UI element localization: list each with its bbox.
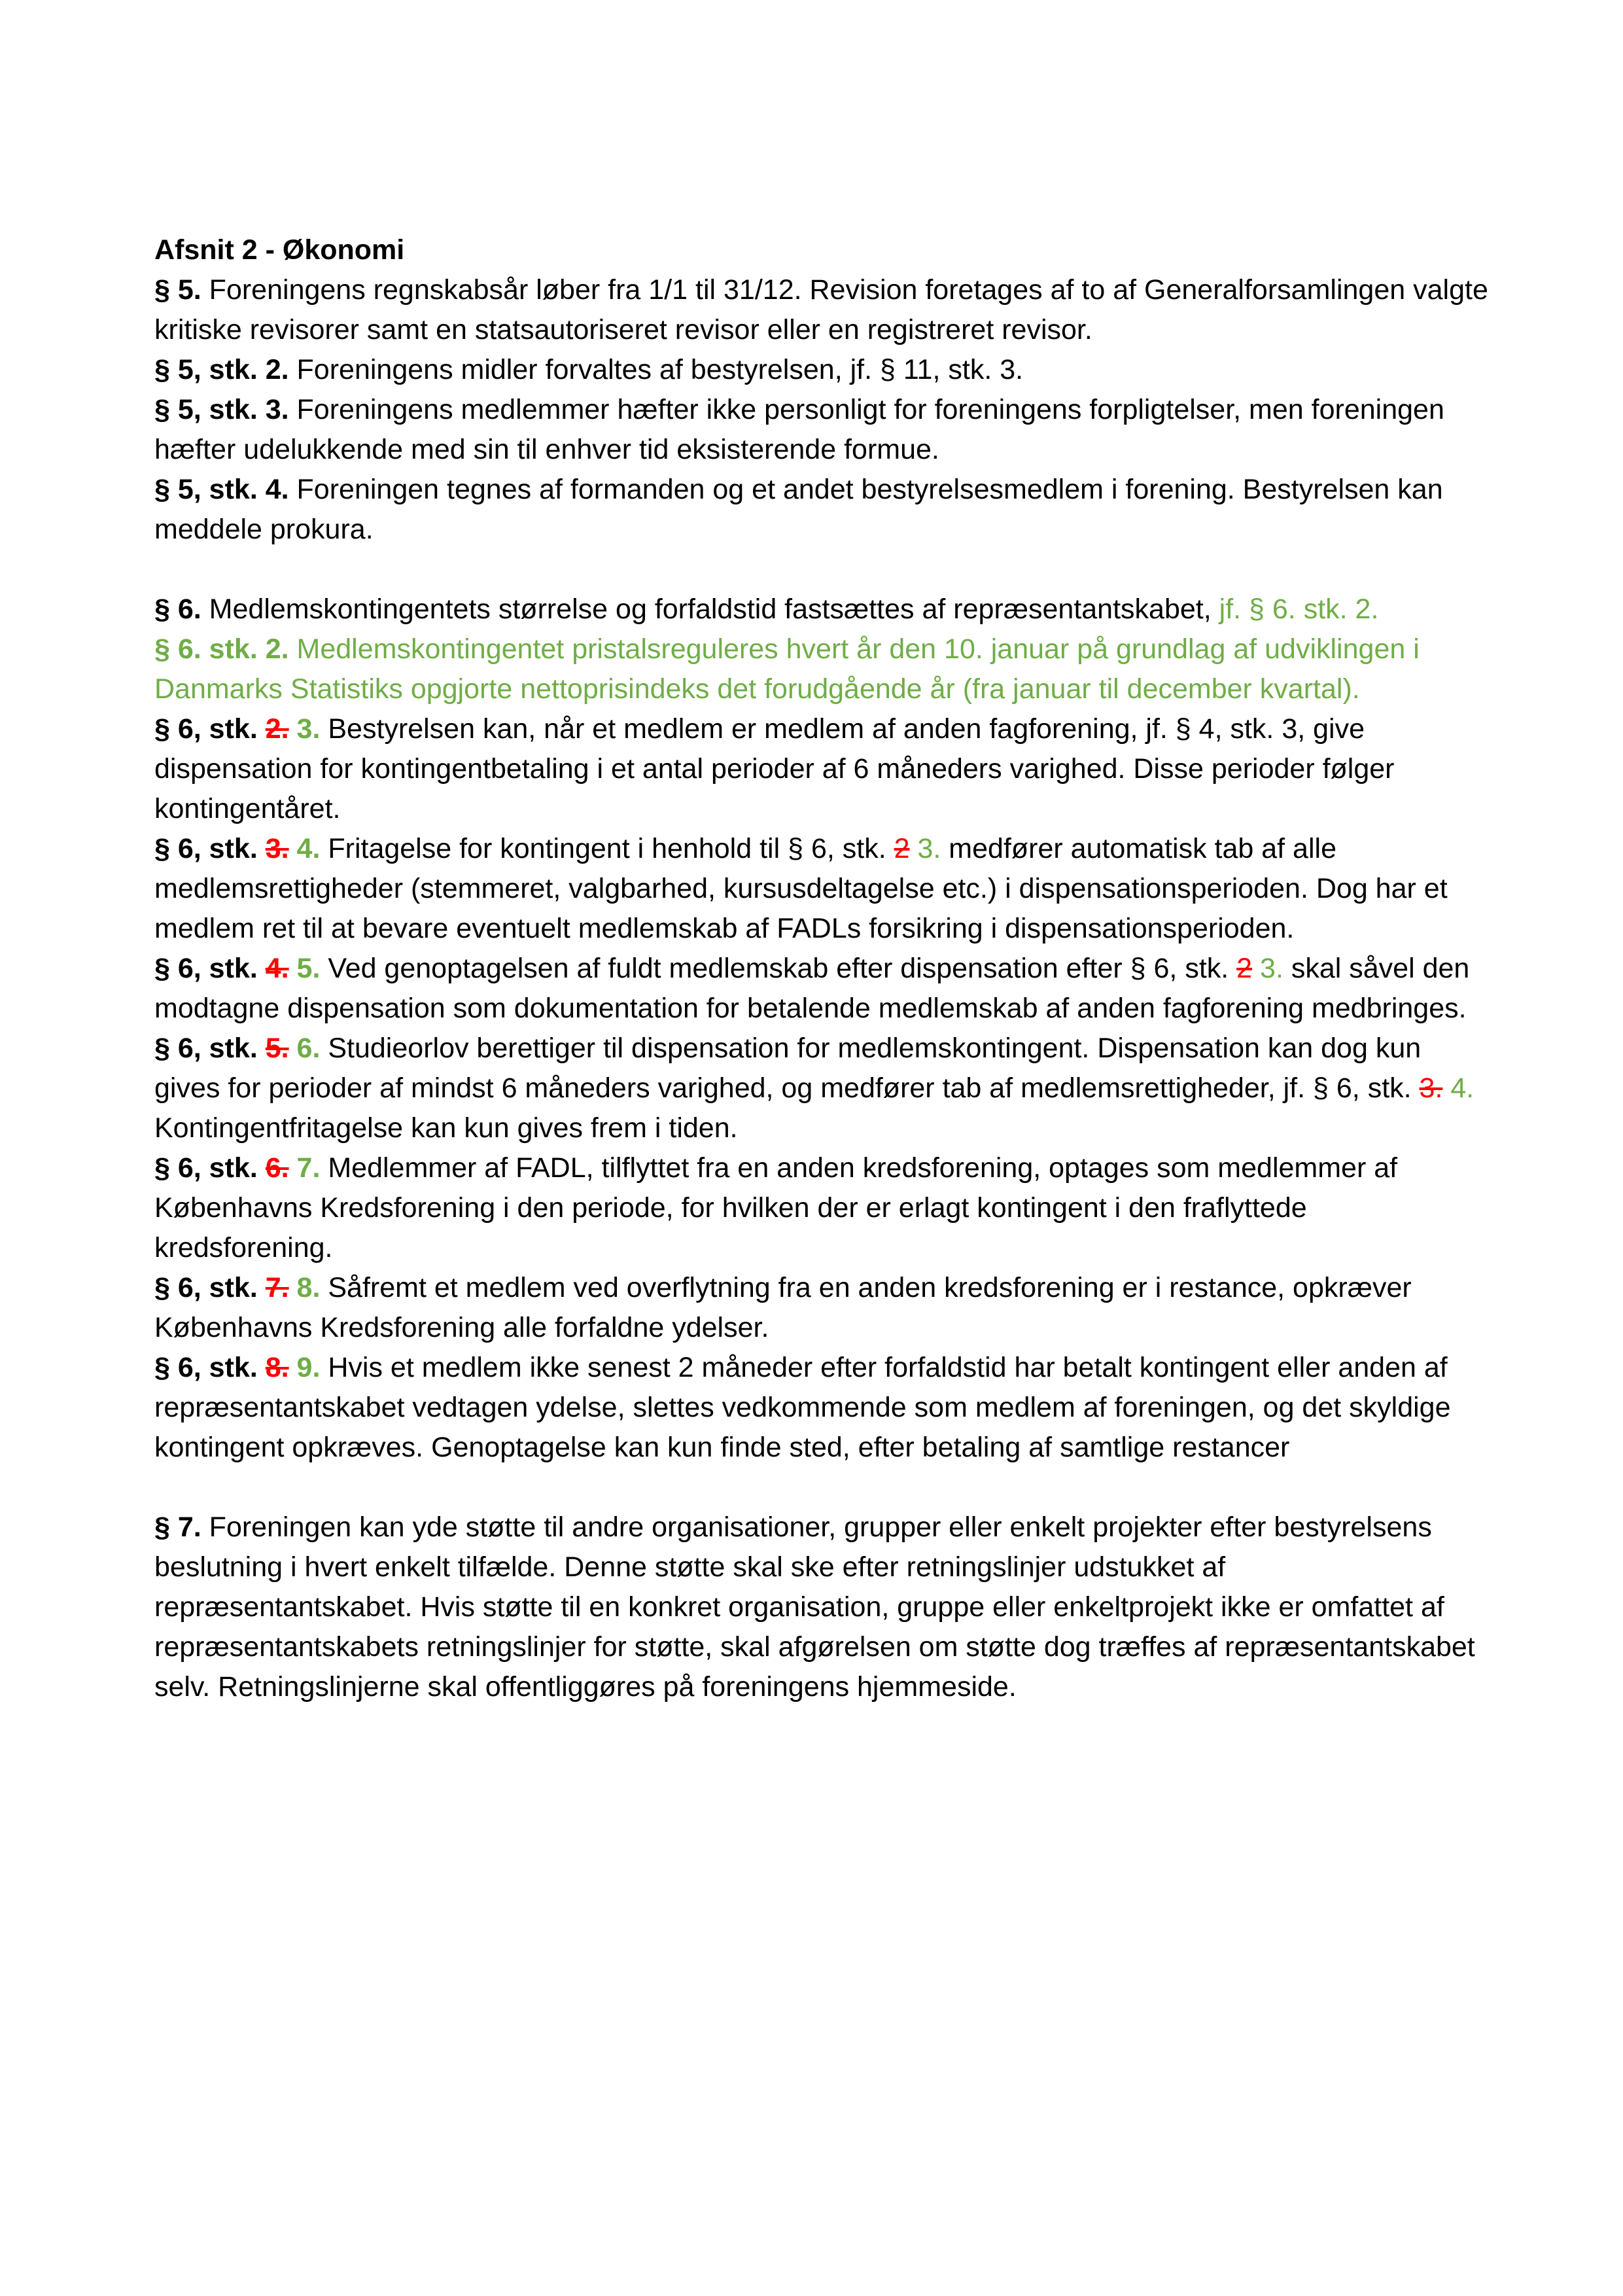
section-heading: Afsnit 2 - Økonomi bbox=[154, 234, 405, 266]
inserted-number: 9. bbox=[288, 1352, 321, 1383]
paragraph-6 bbox=[154, 590, 1489, 629]
paragraph-6-stk-7 bbox=[154, 1148, 1489, 1268]
paragraph-label: § 6, stk. bbox=[154, 1272, 266, 1303]
deleted-number: 2. bbox=[265, 713, 289, 745]
paragraph-text: skal såvel den modtagne dispensation som dokumentation for betalende medlemskab af anden fagforening medbringes. bbox=[154, 953, 1470, 1024]
paragraph-text: Foreningen tegnes af formanden og et andet bestyrelsesmedlem i forening. Bestyrelsen kan meddele prokura. bbox=[154, 474, 1443, 545]
paragraph-text: Fritagelse for kontingent i henhold til § 6, stk. bbox=[320, 833, 894, 864]
paragraph-text: Foreningens medlemmer hæfter ikke personligt for foreningens forpligtelser, men foreningen hæfter udelukkende med sin til enhver tid eksisterende formue. bbox=[154, 394, 1444, 465]
inserted-number: 3. bbox=[288, 713, 321, 745]
paragraph-text: Foreningens midler forvaltes af bestyrelsen, jf. § 11, stk. 3. bbox=[288, 354, 1024, 385]
paragraph-spacer bbox=[154, 550, 1489, 590]
paragraph-6-stk-9 bbox=[154, 1348, 1489, 1468]
deleted-number: 6. bbox=[265, 1152, 289, 1184]
paragraph-label: § 6, stk. bbox=[154, 833, 266, 864]
paragraph-label: § 5, stk. 4. bbox=[154, 474, 289, 505]
paragraph-6-stk-2 bbox=[154, 629, 1489, 709]
paragraph-text: medfører automatisk tab af alle medlemsrettigheder (stemmeret, valgbarhed, kursusdeltagelse etc.) i dispensationsperioden. Dog har et medlem ret til at bevare eventuelt medlemskab af FADLs forsikring i dispensationsperioden. bbox=[154, 833, 1448, 944]
deleted-reference: 2 bbox=[1236, 953, 1253, 984]
paragraph-label: § 6, stk. bbox=[154, 953, 266, 984]
document-page bbox=[154, 230, 1489, 1707]
paragraph-text: Kontingentfritagelse kan kun gives frem i tiden. bbox=[154, 1112, 738, 1144]
paragraph-6-stk-4 bbox=[154, 829, 1489, 949]
paragraph-5-stk-2 bbox=[154, 350, 1489, 390]
paragraph-5-stk-4 bbox=[154, 470, 1489, 550]
paragraph-spacer bbox=[154, 1468, 1489, 1508]
paragraph-label: § 7. bbox=[154, 1511, 201, 1543]
paragraph-5 bbox=[154, 270, 1489, 350]
paragraph-label: § 5, stk. 3. bbox=[154, 394, 289, 425]
inserted-number: 5. bbox=[288, 953, 321, 984]
paragraph-5-stk-3 bbox=[154, 390, 1489, 470]
paragraph-text: Hvis et medlem ikke senest 2 måneder efter forfaldstid har betalt kontingent eller anden af repræsentantskabet vedtagen ydelse, slettes vedkommende som medlem af foreningen, og det skyldige kontingent opkræves. Genoptagelse kan kun finde sted, efter betaling af samtlige restancer bbox=[154, 1352, 1451, 1463]
inserted-text: jf. § 6. stk. 2. bbox=[1219, 593, 1379, 625]
deleted-number: 7. bbox=[265, 1272, 289, 1303]
paragraph-text: Såfremt et medlem ved overflytning fra en anden kredsforening er i restance, opkræver Københavns Kredsforening alle forfaldne ydelser. bbox=[154, 1272, 1412, 1343]
paragraph-text: Medlemmer af FADL, tilflyttet fra en anden kredsforening, optages som medlemmer af Københavns Kredsforening i den periode, for hvilken der er erlagt kontingent i den fraflyttede kredsforening. bbox=[154, 1152, 1398, 1263]
deleted-number: 3. bbox=[265, 833, 289, 864]
paragraph-label: § 5, stk. 2. bbox=[154, 354, 289, 385]
paragraph-text: Foreningens regnskabsår løber fra 1/1 til 31/12. Revision foretages af to af Generalforsamlingen valgte kritiske revisorer samt en statsautoriseret revisor eller en registreret revisor. bbox=[154, 274, 1488, 345]
inserted-number: 8. bbox=[288, 1272, 321, 1303]
inserted-number: 6. bbox=[288, 1033, 321, 1064]
paragraph-text: Studieorlov berettiger til dispensation for medlemskontingent. Dispensation kan dog kun gives for perioder af mindst 6 måneders varighed, og medfører tab af medlemsrettigheder, jf. § 6, stk. bbox=[154, 1033, 1422, 1104]
deleted-number: 4. bbox=[265, 953, 289, 984]
paragraph-text: Foreningen kan yde støtte til andre organisationer, grupper eller enkelt projekter efter bestyrelsens beslutning i hvert enkelt tilfælde. Denne støtte skal ske efter retningslinjer udstukket af repræsentantskabet. Hvis støtte til en konkret organisation, gruppe eller enkeltprojekt ikke er omfattet af repræsentantskabets retningslinjer for støtte, skal afgørelsen om støtte dog træffes af repræsentantskabet selv. Retningslinjerne skal offentliggøres på foreningens hjemmeside. bbox=[154, 1511, 1475, 1703]
inserted-number: 4. bbox=[288, 833, 321, 864]
paragraph-6-stk-3 bbox=[154, 709, 1489, 829]
inserted-reference: 3. bbox=[909, 833, 941, 864]
paragraph-text: Medlemskontingentet pristalsreguleres hvert år den 10. januar på grundlag af udviklingen i Danmarks Statistiks opgjorte nettoprisindeks det forudgående år (fra januar til december kvartal). bbox=[154, 633, 1420, 705]
paragraph-label: § 6, stk. bbox=[154, 713, 266, 745]
paragraph-label: § 6. stk. 2. bbox=[154, 633, 289, 665]
deleted-reference: 2 bbox=[894, 833, 910, 864]
paragraph-label: § 6. bbox=[154, 593, 201, 625]
paragraph-6-stk-8 bbox=[154, 1268, 1489, 1348]
paragraph-label: § 6, stk. bbox=[154, 1033, 266, 1064]
inserted-number: 7. bbox=[288, 1152, 321, 1184]
inserted-reference: 3. bbox=[1252, 953, 1283, 984]
deleted-number: 5. bbox=[265, 1033, 289, 1064]
deleted-reference: 3. bbox=[1419, 1072, 1443, 1104]
paragraph-label: § 6, stk. bbox=[154, 1152, 266, 1184]
paragraph-7 bbox=[154, 1508, 1489, 1707]
paragraph-text: Medlemskontingentets størrelse og forfaldstid fastsættes af repræsentantskabet, bbox=[201, 593, 1219, 625]
paragraph-label: § 5. bbox=[154, 274, 201, 306]
paragraph-6-stk-6 bbox=[154, 1029, 1489, 1148]
inserted-reference: 4. bbox=[1442, 1072, 1475, 1104]
paragraph-6-stk-5 bbox=[154, 949, 1489, 1029]
paragraph-text: Ved genoptagelsen af fuldt medlemskab efter dispensation efter § 6, stk. bbox=[320, 953, 1237, 984]
paragraph-label: § 6, stk. bbox=[154, 1352, 266, 1383]
deleted-number: 8. bbox=[265, 1352, 289, 1383]
paragraph-text: Bestyrelsen kan, når et medlem er medlem af anden fagforening, jf. § 4, stk. 3, give dispensation for kontingentbetaling i et antal perioder af 6 måneders varighed. Disse perioder følger kontingentåret. bbox=[154, 713, 1395, 824]
